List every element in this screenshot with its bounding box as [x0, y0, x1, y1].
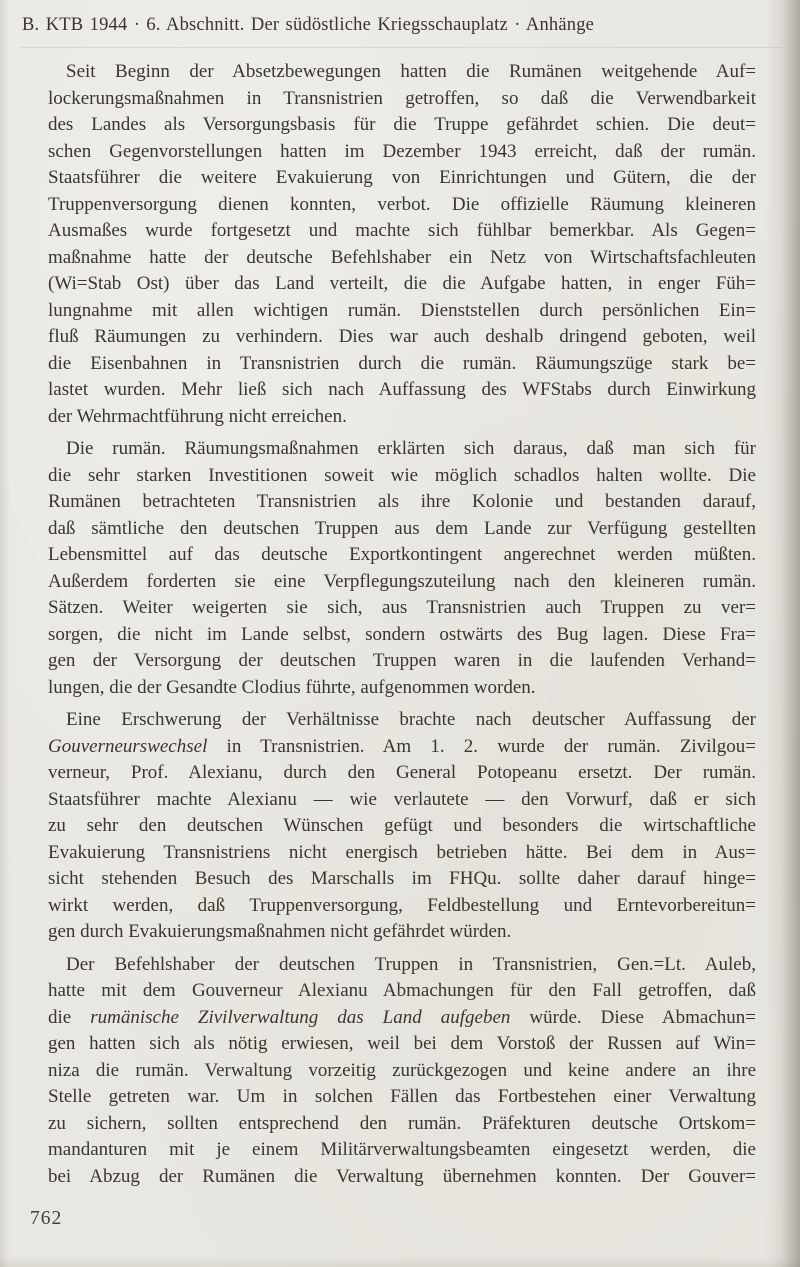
running-header: B. KTB 1944 · 6. Abschnitt. Der südöstliche Kriegsschauplatz · Anhänge	[22, 15, 595, 35]
text-line: Evakuierung Transnistriens nicht energisch betrieben hätte. Bei dem in Aus=	[48, 841, 756, 863]
text-line: bei Abzug der Rumänen die Verwaltung übernehmen konnten. Der Gouver=	[48, 1165, 756, 1187]
text-line: lungnahme mit allen wichtigen rumän. Dienststellen durch persönlichen Ein=	[48, 299, 756, 321]
text-line: lockerungsmaßnahmen in Transnistrien getroffen, so daß die Verwendbarkeit	[48, 87, 756, 109]
text-line: hatte mit dem Gouverneur Alexianu Abmachungen für den Fall getroffen, daß	[48, 980, 756, 1001]
text-line: zu sehr den deutschen Wünschen gefügt und besonders die wirtschaftliche	[48, 815, 756, 836]
text-line: sicht stehenden Besuch des Marschalls im FHQu. sollte daher darauf hinge=	[48, 868, 756, 889]
text-line: die sehr starken Investitionen soweit wie möglich schadlos halten wollte. Die	[48, 464, 756, 486]
text-line: Eine Erschwerung der Verhältnisse brachte nach deutscher Auffassung der	[66, 709, 756, 730]
text-line: sorgen, die nicht im Lande selbst, sondern ostwärts des Bug lagen. Diese Fra=	[48, 623, 756, 645]
text-line: Lebensmittel auf das deutsche Exportkontingent angerechnet werden müßten.	[48, 544, 756, 565]
page-body	[48, 59, 756, 1190]
paragraph	[48, 952, 756, 1191]
text-line: Stelle getreten war. Um in solchen Fällen das Fortbestehen einer Verwaltung	[48, 1086, 756, 1107]
page-edge-shadow-right	[766, 0, 800, 1267]
paragraph	[48, 59, 756, 430]
text-line: schen Gegenvorstellungen hatten im Dezember 1943 erreicht, daß der rumän.	[48, 140, 756, 162]
text-line: Staatsführer die weitere Evakuierung von Einrichtungen und Gütern, die der	[48, 167, 756, 188]
text-line: gen hatten sich als nötig erwiesen, weil bei dem Vorstoß der Russen auf Win=	[48, 1033, 756, 1054]
text-line: (Wi=Stab Ost) über das Land verteilt, die die Aufgabe hatten, in enger Füh=	[48, 273, 756, 294]
text-line: maßnahme hatte der deutsche Befehlshaber ein Netz von Wirtschaftsfachleuten	[48, 246, 756, 268]
text-line: des Landes als Versorgungsbasis für die Truppe gefährdet schien. Die deut=	[48, 114, 756, 135]
text-line: Seit Beginn der Absetzbewegungen hatten die Rumänen weitgehende Auf=	[66, 61, 756, 82]
text-line: niza die rumän. Verwaltung vorzeitig zurückgezogen und keine andere an ihre	[48, 1059, 756, 1081]
text-line: gen durch Evakuierungsmaßnahmen nicht gefährdet würden.	[48, 921, 512, 942]
text-line: fluß Räumungen zu verhindern. Dies war auch deshalb dringend geboten, weil	[48, 326, 756, 347]
text-line: verneur, Prof. Alexianu, durch den General Potopeanu ersetzt. Der rumän.	[48, 762, 756, 783]
text-line: Der Befehlshaber der deutschen Truppen in Transnistrien, Gen.=Lt. Auleb,	[66, 953, 756, 975]
text-line: Truppenversorgung dienen konnten, verbot. Die offizielle Räumung kleineren	[48, 193, 756, 215]
text-line: daß sämtliche den deutschen Truppen aus dem Lande zur Verfügung gestellten	[48, 517, 756, 539]
text-line: lungen, die der Gesandte Clodius führte, aufgenommen worden.	[48, 676, 536, 698]
text-line: wirkt werden, daß Truppenversorgung, Feldbestellung und Erntevorbereitun=	[48, 894, 756, 916]
text-line: die Eisenbahnen in Transnistrien durch die rumän. Räumungszüge stark be=	[48, 352, 756, 374]
text-line: zu sichern, sollten entsprechend den rumän. Präfekturen deutsche Ortskom=	[48, 1112, 756, 1134]
text-line: Außerdem forderten sie eine Verpflegungszuteilung nach den kleineren rumän.	[48, 570, 756, 592]
header-rule	[20, 47, 782, 48]
paragraph	[48, 707, 756, 946]
text-line: Die rumän. Räumungsmaßnahmen erklärten sich daraus, daß man sich für	[66, 438, 756, 459]
text-line: Ausmaßes wurde fortgesetzt und machte sich fühlbar bemerkbar. Als Gegen=	[48, 220, 756, 241]
text-line: Gouverneurswechsel in Transnistrien. Am 1. 2. wurde der rumän. Zivilgou=	[48, 735, 756, 757]
text-line: Staatsführer machte Alexianu — wie verlautete — den Vorwurf, daß er sich	[48, 788, 756, 810]
text-line: Sätzen. Weiter weigerten sie sich, aus Transnistrien auch Truppen zu ver=	[48, 597, 756, 618]
paragraph	[48, 436, 756, 701]
text-line: gen der Versorgung der deutschen Truppen waren in die laufenden Verhand=	[48, 650, 756, 671]
page-edge-shadow-bottom	[0, 1255, 800, 1267]
page-number: 762	[30, 1208, 63, 1229]
text-line: der Wehrmachtführung nicht erreichen.	[48, 405, 347, 427]
text-line: die rumänische Zivilverwaltung das Land aufgeben würde. Diese Abmachun=	[48, 1006, 756, 1028]
page-edge-shadow-left	[0, 0, 10, 1267]
text-line: mandanturen mit je einem Militärverwaltungsbeamten eingesetzt werden, die	[48, 1139, 756, 1160]
text-line: Rumänen betrachteten Transnistrien als ihre Kolonie und bestanden darauf,	[48, 491, 756, 512]
text-line: lastet wurden. Mehr ließ sich nach Auffassung des WFStabs durch Einwirkung	[48, 379, 756, 400]
